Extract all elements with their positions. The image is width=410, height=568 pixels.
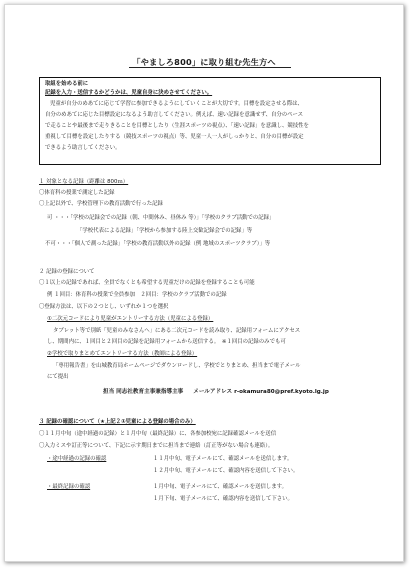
section2-line: タブレット等で別紙「児童のみなさんへ」にある二次元コードを読み取り、記録用フォームにアクセス [53, 328, 301, 334]
notice-subheading: 記録を入力・送信するかどうかは、児童自身に決めさせてください。 [45, 90, 213, 96]
contact-label: 担当 同志社教育主事兼指導主事 [103, 389, 184, 395]
schedule-text: １月下旬、電子メールにて、確認内容を送信して下さい。 [153, 496, 293, 502]
section3-heading: ３ 記録の確認について（★上記２①児童による登録の場合のみ） [39, 419, 196, 425]
section2-heading: ２ 記録の登録について [39, 269, 95, 275]
notice-line: 重視して目標を設定したりする（競技スポーツの視点）等、児童一人一人がしっかりと、自分の目標が設定 [45, 134, 304, 140]
document-page [4, 4, 404, 562]
schedule-text: １２月中旬、電子メールにて、確認内容を送信して下さい。 [153, 468, 299, 474]
section2-line: 例 １回目：体育科の授業で全員参加 ２回目：学校のクラブ活動での記録 [47, 292, 227, 298]
section1-line: 〇上記以外で、学校管理下の教育活動で行った記録 [39, 201, 163, 207]
section3-line: 〇入力ミスや訂正等について、下記に示す期日までに担当まで連絡（訂正等がない場合も連絡）。 [39, 443, 274, 449]
contact-line [103, 387, 329, 395]
section1-line: 「学校代表による記録」「学校から参加する陸上交歓記録会での記録」等 [77, 228, 253, 234]
section2-line: 「専用報告書」を山城教育局ホームページでダウンロードし、学校でとりまとめ、担当まで電子メール [53, 363, 301, 369]
section2-line: ②学校で取りまとめてエントリーする方法（教師による登録） [47, 351, 198, 357]
section2-line: にて提出 [47, 374, 69, 380]
schedule-label: ・途中経過の記録の確認 [47, 456, 107, 462]
section1-line: 可 ・・・「学校の記録会での記録（朝、中間休み、昼休み 等）」「学校のクラブ活動での記録」 [47, 215, 275, 221]
contact-prefix: メールアドレス [193, 389, 233, 395]
notice-line: できるよう助言してください。 [45, 145, 121, 151]
section1-line: 不可・・・「個人で測った記録」「学校の教育活動以外の記録（例 地域のスポーツクラブ）」等 [45, 241, 271, 247]
notice-line: で走ることや最後まで走りきることを目標としたり（生涯スポーツの視点）、「速い記録」を意識し、競技性を [45, 123, 309, 129]
notice-line: 自分のめあてに応じた目標設定になるよう助言してください。例えば、速い記録を意識せず、自分のペース [45, 112, 304, 118]
section2-line: し、期間内に、１回目と２回目の記録を記録用フォームから送信する。 ※１回目の記録のみでも可 [47, 339, 286, 345]
schedule-label: ・最終記録の確認 [47, 484, 91, 490]
page-title: 「やましろ800」に取り組む先生方へ [132, 57, 276, 67]
title-underline [129, 67, 291, 68]
section3-line: 〇１１月中旬（途中経過の記録）と１月中旬（最終記録）に、各参加校宛に記録確認メールを送信 [39, 431, 277, 437]
section1-heading: １ 対象となる記録（距離は 800ｍ） [39, 179, 129, 185]
schedule-text: １月中旬、電子メールにて、確認メールを送信します。 [153, 484, 288, 490]
notice-line: 児童が自分のめあてに応じて学習に参加できるようにしていくことが大切です。目標を設定させる際は、 [50, 101, 303, 107]
section1-line: 〇体育科の授業で測定した記録 [39, 190, 115, 196]
section2-line: 〇登録方法は、以下の２つとし、いずれか１つを選択 [39, 304, 169, 310]
section2-line: 〇１以上の記録であれば、全員でなくとも希望する児童だけの記録を登録することも可能 [39, 280, 255, 286]
section2-line: ①二次元コードにより児童がエントリーする方法（児童による登録） [47, 316, 214, 322]
contact-email-link[interactable]: r-okamura80@pref.kyoto.lg.jp [234, 389, 329, 395]
notice-heading: 取組を始める前に [45, 81, 89, 87]
schedule-text: １１月中旬、電子メールにて、確認メールを送信します。 [153, 456, 293, 462]
